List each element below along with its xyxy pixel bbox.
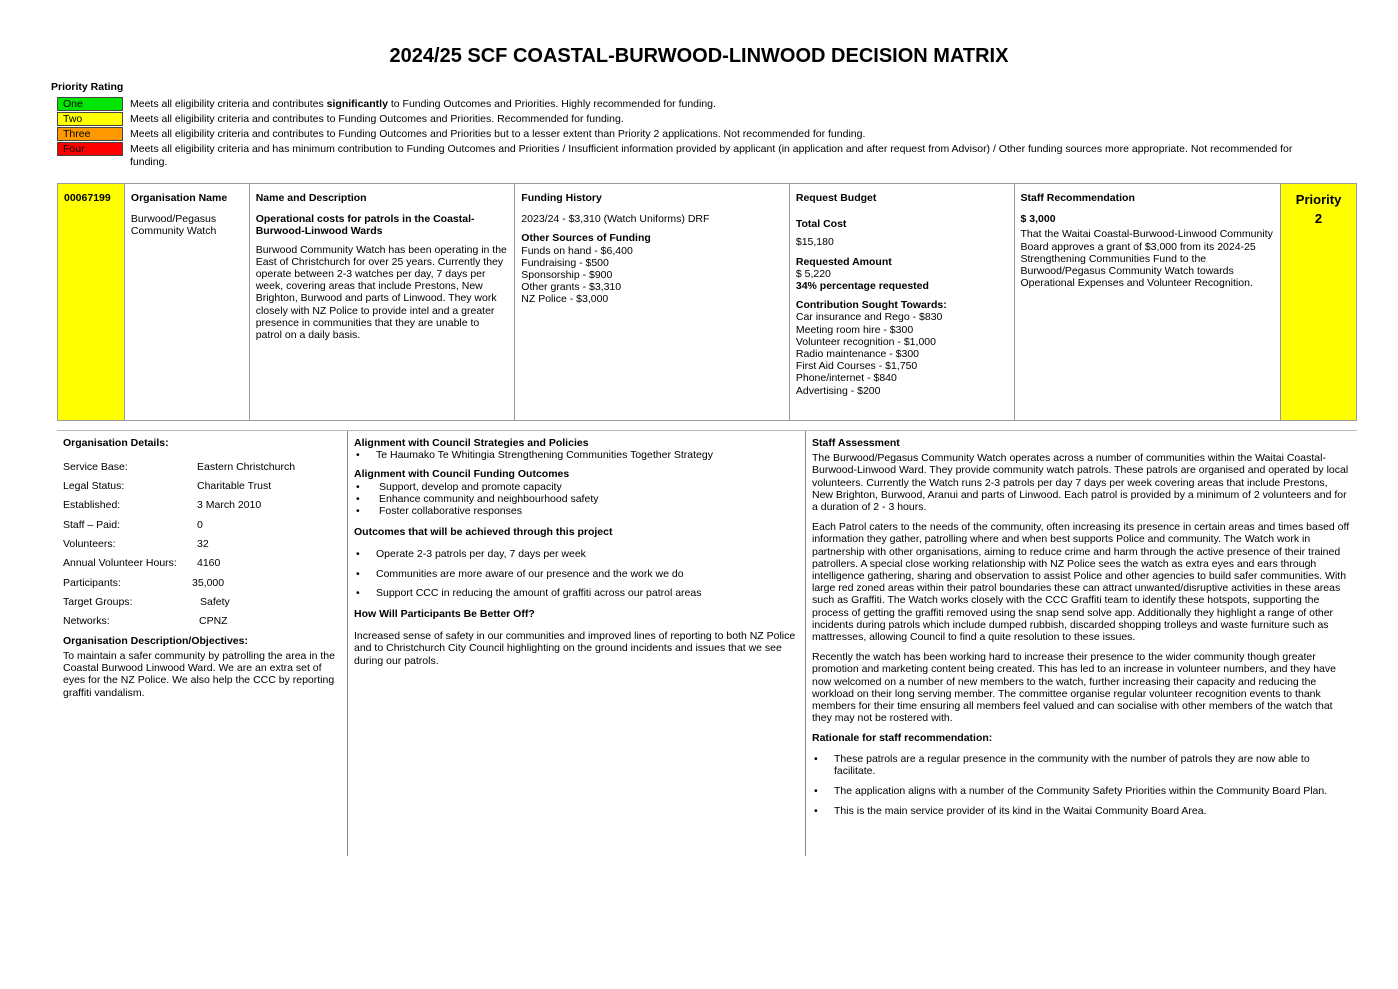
list-item: • Support CCC in reducing the amount of graffiti across our patrol areas — [354, 587, 799, 599]
funding-history-cell — [515, 184, 790, 420]
other-sources-list — [521, 245, 783, 306]
assessment-section — [57, 430, 1357, 856]
list-item: Fundraising - $500 — [521, 256, 609, 269]
detail-value: 32 — [197, 537, 209, 550]
page-title: 2024/25 SCF COASTAL-BURWOOD-LINWOOD DECISION MATRIX — [389, 45, 1009, 67]
recommended-amount: $ 3,000 — [1020, 213, 1056, 226]
list-item: • Enhance community and neighbourhood safety — [354, 493, 799, 505]
detail-label: Service Base: — [63, 460, 128, 473]
strategies-heading: Alignment with Council Strategies and Policies — [354, 437, 589, 449]
detail-label: Annual Volunteer Hours: — [63, 557, 177, 570]
staff-assessment-heading: Staff Assessment — [812, 437, 900, 449]
detail-row — [63, 534, 341, 553]
list-item: • Te Haumako Te Whitingia Strengthening Communities Together Strategy — [354, 449, 799, 461]
detail-value: Eastern Christchurch — [197, 460, 296, 473]
list-item: • Communities are more aware of our presence and the work we do — [354, 568, 799, 580]
detail-row — [63, 457, 341, 476]
assessment-paragraph: The Burwood/Pegasus Community Watch operates across a number of communities within the Waitai Coastal-Burwood-Linwood Ward. They provide community watch patrols. These patrols are organised and operated by local volunteers. Currently the Watch runs 2-3 patrols per day 7 days per week covering areas that include Prestons, New Brighton, Burwood, Aranui and parts of Linwood. Each patrol is provided by a minimum of 2 volunteers and for a duration of 2 - 3 hours. — [812, 452, 1349, 514]
priority-legend — [57, 97, 1317, 169]
list-item: Funds on hand - $6,400 — [521, 244, 633, 257]
priority-description: Meets all eligibility criteria and has minimum contribution to Funding Outcomes and Priorities / Insufficient information provided by applicant (in application and after request from Advisor) / Other funding sources more appropriate. Not recommended for funding. — [130, 143, 1293, 168]
funding-history-text: 2023/24 - $3,310 (Watch Uniforms) DRF — [521, 213, 710, 226]
detail-row — [63, 592, 341, 611]
project-title: Operational costs for patrols in the Coastal-Burwood-Linwood Wards — [255, 213, 475, 238]
detail-value: 35,000 — [192, 576, 225, 589]
priority-label: Priority — [1295, 192, 1342, 207]
list-item: Advertising - $200 — [795, 384, 881, 397]
rationale-list — [812, 753, 1351, 818]
percentage-requested: 34% percentage requested — [795, 280, 929, 293]
detail-label: Established: — [63, 499, 121, 512]
priority-swatch: Four — [57, 142, 123, 156]
assessment-paragraph: Recently the watch has been working hard to increase their presence to the wider community though greater promotion and marketing content being created. This has led to an increase in volunteer numbers, and they have now welcomed on a number of new members to the watch, further increasing their capacity and reducing the workload on their long serving member. The committee organise regular volunteer recognition events to thank members for their time ensuring all members feel valued and can socialise with other members of the watch that they may not be rostered with. — [812, 651, 1336, 725]
detail-value: 0 — [197, 518, 203, 531]
alignment-panel — [348, 431, 806, 856]
requested-amount-value: $ 5,220 — [795, 267, 831, 280]
detail-value: 3 March 2010 — [197, 499, 262, 512]
detail-label: Participants: — [63, 576, 121, 589]
list-item: • The application aligns with a number of the Community Safety Priorities within the Community Board Plan. — [812, 785, 1351, 797]
description-header: Name and Description — [255, 192, 367, 204]
organisation-details-panel — [57, 431, 348, 856]
project-description: Burwood Community Watch has been operating in the East of Christchurch for over 25 years. Currently they operate between 2-3 watches per day, 7 days per week, covering areas that include Prestons, New Brighton, Burwood and parts of Linwood. They work closely with NZ Police to provide intel and a greater presence in communities that they are unable to patrol on a daily basis. — [255, 243, 507, 342]
detail-label: Legal Status: — [63, 480, 125, 493]
detail-value: CPNZ — [199, 615, 228, 628]
list-item: • Foster collaborative responses — [354, 505, 799, 517]
list-item: Volunteer recognition - $1,000 — [795, 335, 936, 348]
detail-label: Networks: — [63, 615, 110, 628]
organisation-details-heading: Organisation Details: — [63, 437, 169, 449]
application-id: 00067199 — [64, 192, 111, 204]
detail-label: Volunteers: — [63, 537, 116, 550]
application-row — [57, 183, 1357, 421]
requested-amount-label: Requested Amount — [795, 255, 892, 268]
priority-description: Meets all eligibility criteria and contributes to Funding Outcomes and Priorities but to a lesser extent than Priority 2 applications. Not recommended for funding. — [130, 128, 866, 140]
priority-legend-row — [57, 142, 1317, 169]
detail-row — [63, 515, 341, 534]
organisation-name: Burwood/Pegasus Community Watch — [130, 213, 217, 238]
priority-swatch: Three — [57, 127, 123, 141]
better-off-heading: How Will Participants Be Better Off? — [354, 608, 535, 621]
detail-row — [63, 477, 341, 496]
organisation-name-header: Organisation Name — [130, 192, 228, 204]
project-outcomes-heading: Outcomes that will be achieved through this project — [354, 526, 613, 539]
objectives-text: To maintain a safer community by patrolling the area in the Coastal Burwood Linwood Ward. We are an extra set of eyes for the NZ Police. We also help the CCC by reporting graffiti vandalism. — [63, 650, 335, 699]
project-outcomes-list — [354, 548, 799, 599]
staff-recommendation-cell — [1015, 184, 1282, 420]
list-item: Radio maintenance - $300 — [795, 348, 920, 361]
request-budget-header: Request Budget — [795, 192, 877, 204]
detail-label: Staff – Paid: — [63, 518, 121, 531]
priority-cell — [1281, 184, 1356, 420]
list-item: Phone/internet - $840 — [795, 372, 897, 385]
organisation-name-cell — [125, 184, 250, 420]
priority-legend-row — [57, 97, 1317, 111]
detail-label: Target Groups: — [63, 595, 133, 608]
detail-row — [63, 554, 341, 573]
staff-assessment-panel — [806, 431, 1357, 856]
priority-legend-row — [57, 112, 1317, 126]
priority-value: 2 — [1314, 211, 1323, 226]
detail-value: Safety — [200, 595, 230, 608]
list-item: • Operate 2-3 patrols per day, 7 days per week — [354, 548, 799, 560]
list-item: Car insurance and Rego - $830 — [795, 311, 943, 324]
contribution-header: Contribution Sought Towards: — [795, 299, 947, 312]
priority-legend-row — [57, 127, 1317, 141]
priority-swatch: Two — [57, 112, 123, 126]
rationale-heading: Rationale for staff recommendation: — [812, 732, 993, 745]
list-item: First Aid Courses - $1,750 — [795, 360, 918, 373]
funding-outcomes-list — [354, 481, 799, 518]
request-budget-cell — [790, 184, 1015, 420]
description-cell — [250, 184, 516, 420]
list-item: • Support, develop and promote capacity — [354, 481, 799, 493]
other-sources-header: Other Sources of Funding — [521, 232, 651, 245]
assessment-paragraph: Each Patrol caters to the needs of the community, often increasing its presence in certain areas and times based off information they gather, patrolling where and when best supports Police and community. The Watch work in partnership with other organisations, aiming to reduce crime and harm through the active presence of their trained patrollers. A special close working relationship with NZ Police sees the watch as extra eyes and ears through intelligence gathering, sharing and observation to assist Police and other agencies to build safer communities. With large red zoned areas within their patrol boundaries these can attract unwanted/disruptive activities in these areas such as Graffiti. The Watch works closely with the CCC Graffiti team to identify these hotspots, supporting the process of getting the graffiti removed using the snap send solve app. Additionally they highlight a range of other incidents during patrols which include dumped rubbish, discarded shopping trolleys and waste furniture such as mattresses, allowing Council to find a quite resolution to these issues. — [812, 521, 1350, 644]
list-item: • This is the main service provider of its kind in the Waitai Community Board Area. — [812, 805, 1351, 817]
detail-row — [63, 612, 341, 631]
better-off-text: Increased sense of safety in our communities and improved lines of reporting to both NZ Police and to Christchurch City Council highlighting on the ground incidents and issues that we see during our patrols. — [354, 630, 796, 667]
strategies-list — [354, 449, 799, 461]
list-item: Other grants - $3,310 — [521, 281, 622, 294]
application-id-cell — [58, 184, 125, 420]
detail-row — [63, 573, 341, 592]
list-item: NZ Police - $3,000 — [521, 293, 609, 306]
list-item: Sponsorship - $900 — [521, 269, 613, 282]
funding-outcomes-heading: Alignment with Council Funding Outcomes — [354, 468, 570, 481]
detail-value: Charitable Trust — [197, 480, 272, 493]
staff-recommendation-text: That the Waitai Coastal-Burwood-Linwood Community Board approves a grant of $3,000 from its 2024-25 Strengthening Communities Fund to the Burwood/Pegasus Community Watch towards Operational Expenses and Volunteer Recognition. — [1020, 228, 1273, 290]
detail-value: 4160 — [197, 557, 221, 570]
staff-recommendation-header: Staff Recommendation — [1020, 192, 1135, 204]
list-item: Meeting room hire - $300 — [795, 323, 914, 336]
detail-row — [63, 496, 341, 515]
total-cost-label: Total Cost — [795, 218, 847, 231]
total-cost-value: $15,180 — [795, 236, 834, 249]
funding-history-header: Funding History — [521, 192, 602, 204]
priority-description: Meets all eligibility criteria and contributes significantly to Funding Outcomes and Priorities. Highly recommended for funding. — [130, 98, 716, 110]
priority-rating-heading: Priority Rating — [51, 81, 124, 93]
contribution-list — [796, 311, 1008, 396]
objectives-heading: Organisation Description/Objectives: — [63, 634, 248, 647]
priority-description: Meets all eligibility criteria and contributes to Funding Outcomes and Priorities. Recommended for funding. — [130, 113, 624, 125]
priority-swatch: One — [57, 97, 123, 111]
list-item: • These patrols are a regular presence in the community with the number of patrols they are now able to facilitate. — [812, 753, 1351, 777]
